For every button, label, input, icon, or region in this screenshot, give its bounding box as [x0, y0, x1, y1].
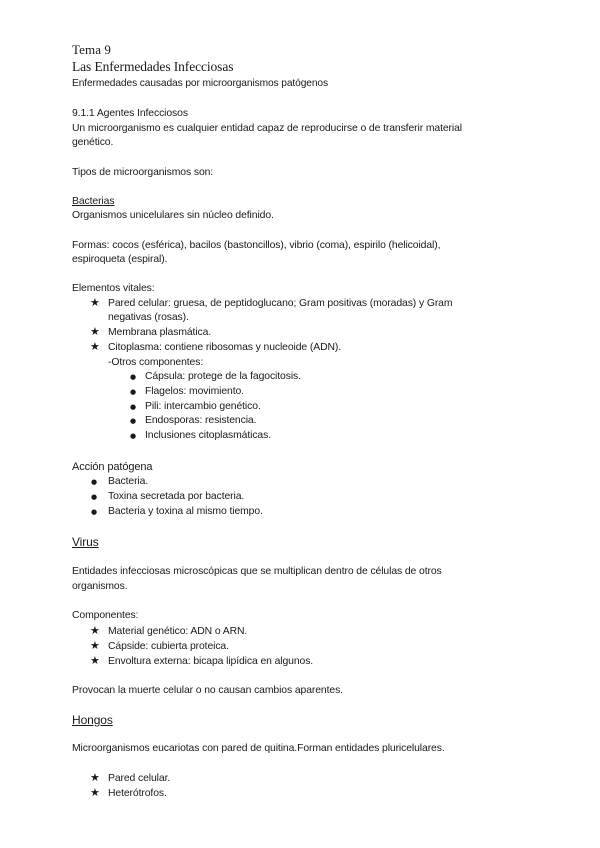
- list-item: Citoplasma: contiene ribosomas y nucleoide (ADN).: [108, 342, 342, 353]
- list-item: Pili: intercambio genético.: [145, 401, 261, 412]
- hongos-definition: Microorganismos eucariotas con pared de quitina.Forman entidades pluricelulares.: [72, 743, 445, 754]
- dot-bullet-icon: ●: [130, 373, 137, 381]
- virus-definition-line-2: organismos.: [72, 581, 128, 592]
- otros-heading: -Otros componentes:: [108, 357, 204, 368]
- list-item: Material genético: ADN o ARN.: [108, 626, 248, 637]
- dot-bullet-icon: ●: [91, 478, 98, 486]
- bacterias-definition: Organismos unicelulares sin núcleo definido.: [72, 210, 274, 221]
- dot-bullet-icon: ●: [91, 508, 98, 516]
- list-item: Toxina secretada por bacteria.: [108, 491, 245, 502]
- dot-bullet-icon: ●: [130, 432, 137, 440]
- list-item: Bacteria.: [108, 476, 149, 487]
- definition-line-2: genético.: [72, 137, 114, 148]
- componentes-heading: Componentes:: [72, 610, 139, 621]
- star-bullet-icon: ★: [90, 296, 100, 309]
- list-item: Endosporas: resistencia.: [145, 415, 257, 426]
- dot-bullet-icon: ●: [130, 388, 137, 396]
- list-item: Bacteria y toxina al mismo tiempo.: [108, 506, 263, 517]
- list-item: Cápside: cubierta proteica.: [108, 641, 229, 652]
- page-title: Las Enfermedades Infecciosas: [72, 59, 234, 74]
- bacterias-heading: Bacterias: [72, 196, 115, 207]
- tema-label: Tema 9: [72, 42, 112, 57]
- list-item-continuation: negativas (rosas).: [108, 312, 189, 323]
- tipos-text: Tipos de microorganismos son:: [72, 167, 214, 178]
- list-item: Flagelos: movimiento.: [145, 386, 244, 397]
- list-item: Membrana plasmática.: [108, 327, 212, 338]
- dot-bullet-icon: ●: [130, 403, 137, 411]
- list-item: Envoltura externa: bicapa lipídica en algunos.: [108, 656, 314, 667]
- star-bullet-icon: ★: [90, 325, 100, 338]
- star-bullet-icon: ★: [90, 771, 100, 784]
- formas-line-1: Formas: cocos (esférica), bacilos (bastoncillos), vibrio (coma), espirilo (helicoidal),: [72, 240, 441, 251]
- list-item: Inclusiones citoplasmáticas.: [145, 430, 271, 441]
- page-subtitle: Enfermedades causadas por microorganismos patógenos: [72, 78, 328, 89]
- star-bullet-icon: ★: [90, 624, 100, 637]
- definition-line-1: Un microorganismo es cualquier entidad capaz de reproducirse o de transferir material: [72, 123, 463, 134]
- elementos-heading: Elementos vitales:: [72, 283, 155, 294]
- star-bullet-icon: ★: [90, 639, 100, 652]
- virus-heading: Virus: [72, 535, 99, 549]
- dot-bullet-icon: ●: [130, 417, 137, 425]
- hongos-heading: Hongos: [72, 713, 113, 727]
- list-item: Pared celular.: [108, 773, 171, 784]
- dot-bullet-icon: ●: [91, 493, 98, 501]
- list-item: Cápsula: protege de la fagocitosis.: [145, 371, 301, 382]
- list-item: Pared celular: gruesa, de peptidoglucano; Gram positivas (moradas) y Gram: [108, 298, 453, 309]
- star-bullet-icon: ★: [90, 654, 100, 667]
- star-bullet-icon: ★: [90, 340, 100, 353]
- virus-definition-line-1: Entidades infecciosas microscópicas que se multiplican dentro de células de otros: [72, 566, 442, 577]
- virus-efecto: Provocan la muerte celular o no causan cambios aparentes.: [72, 685, 343, 696]
- section-heading-agentes: 9.1.1 Agentes Infecciosos: [72, 108, 188, 119]
- star-bullet-icon: ★: [90, 786, 100, 799]
- formas-line-2: espiroqueta (espiral).: [72, 254, 168, 265]
- accion-heading: Acción patógena: [72, 461, 153, 473]
- list-item: Heterótrofos.: [108, 788, 167, 799]
